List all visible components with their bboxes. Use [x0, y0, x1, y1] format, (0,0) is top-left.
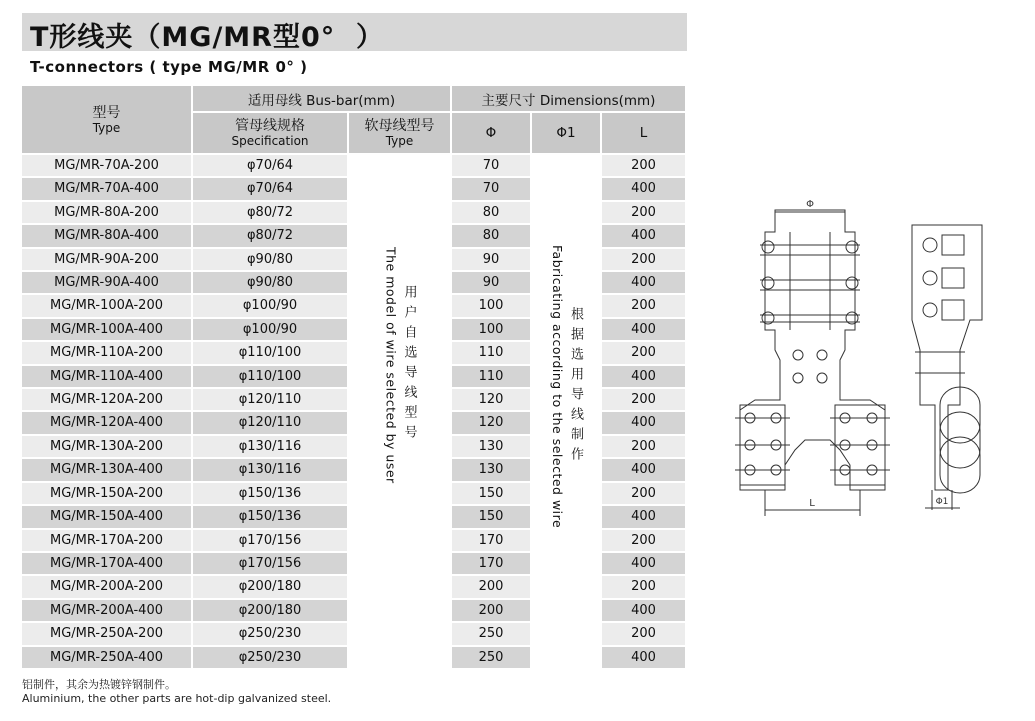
cell-L: 400 [602, 459, 687, 482]
cell-type: MG/MR-70A-400 [22, 178, 193, 201]
note-zh: 铝制件，其余为热镀锌钢制件。 [22, 678, 176, 691]
cell-type: MG/MR-110A-400 [22, 366, 193, 389]
cell-spec: φ150/136 [193, 506, 349, 529]
cell-type: MG/MR-130A-200 [22, 436, 193, 459]
cell-type: MG/MR-250A-200 [22, 623, 193, 646]
cell-L: 200 [602, 342, 687, 365]
cell-type: MG/MR-200A-400 [22, 600, 193, 623]
cell-spec: φ200/180 [193, 576, 349, 599]
header-busbar: 适用母线 Bus-bar(mm) [193, 86, 452, 113]
soft-note-en: The model of wire selected by user [383, 247, 399, 484]
cell-spec: φ100/90 [193, 319, 349, 342]
header-phi1: Φ1 [532, 113, 602, 155]
cell-spec: φ200/180 [193, 600, 349, 623]
cell-L: 200 [602, 483, 687, 506]
cell-L: 200 [602, 530, 687, 553]
cell-phi: 110 [452, 342, 532, 365]
cell-phi: 100 [452, 319, 532, 342]
cell-spec: φ250/230 [193, 623, 349, 646]
cell-phi: 100 [452, 295, 532, 318]
header-dimensions: 主要尺寸 Dimensions(mm) [452, 86, 687, 113]
cell-spec: φ150/136 [193, 483, 349, 506]
cell-phi: 130 [452, 436, 532, 459]
cell-phi: 150 [452, 483, 532, 506]
cell-type: MG/MR-100A-200 [22, 295, 193, 318]
header-spec-zh: 管母线规格 [235, 118, 305, 134]
cell-type: MG/MR-90A-200 [22, 249, 193, 272]
cell-L: 200 [602, 436, 687, 459]
cell-L: 400 [602, 506, 687, 529]
table-body [22, 155, 687, 670]
cell-spec: φ100/90 [193, 295, 349, 318]
cell-L: 400 [602, 412, 687, 435]
cell-type: MG/MR-170A-400 [22, 553, 193, 576]
cell-spec: φ80/72 [193, 225, 349, 248]
cell-phi: 170 [452, 553, 532, 576]
cell-L: 400 [602, 600, 687, 623]
cell-L: 200 [602, 155, 687, 178]
cell-L: 200 [602, 249, 687, 272]
cell-spec: φ250/230 [193, 647, 349, 670]
cell-spec: φ110/100 [193, 342, 349, 365]
cell-phi: 80 [452, 225, 532, 248]
cell-spec: φ170/156 [193, 530, 349, 553]
cell-phi: 70 [452, 155, 532, 178]
phi1-note-en: Fabricating according to the selected wire [550, 245, 565, 529]
header-type-en: Type [92, 120, 121, 135]
cell-L: 200 [602, 295, 687, 318]
soft-note-zh: 用户自选导线型号 [401, 285, 417, 446]
cell-type: MG/MR-250A-400 [22, 647, 193, 670]
cell-phi: 130 [452, 459, 532, 482]
cell-spec: φ90/80 [193, 272, 349, 295]
header-soft-zh: 软母线型号 [364, 118, 435, 134]
cell-phi: 80 [452, 202, 532, 225]
cell-type: MG/MR-120A-200 [22, 389, 193, 412]
cell-L: 400 [602, 647, 687, 670]
drawing-phi1-label: Φ1 [935, 497, 949, 507]
cell-phi: 200 [452, 576, 532, 599]
cell-phi: 70 [452, 178, 532, 201]
cell-type: MG/MR-90A-400 [22, 272, 193, 295]
cell-L: 400 [602, 272, 687, 295]
spec-table [22, 86, 687, 670]
cell-spec: φ110/100 [193, 366, 349, 389]
header-L: L [602, 113, 687, 155]
cell-L: 400 [602, 366, 687, 389]
cell-type: MG/MR-100A-400 [22, 319, 193, 342]
cell-phi: 250 [452, 623, 532, 646]
cell-type: MG/MR-120A-400 [22, 412, 193, 435]
cell-L: 400 [602, 553, 687, 576]
cell-type: MG/MR-80A-400 [22, 225, 193, 248]
title-bar [22, 13, 687, 51]
header-spec-en: Specification [231, 134, 309, 148]
connector-drawing [720, 190, 1020, 530]
header-spec [193, 113, 349, 155]
cell-spec: φ130/116 [193, 459, 349, 482]
cell-type: MG/MR-130A-400 [22, 459, 193, 482]
cell-type: MG/MR-170A-200 [22, 530, 193, 553]
cell-type: MG/MR-150A-400 [22, 506, 193, 529]
cell-spec: φ90/80 [193, 249, 349, 272]
cell-phi: 200 [452, 600, 532, 623]
note-en: Aluminium, the other parts are hot-dip galvanized steel. [22, 692, 332, 705]
cell-L: 400 [602, 225, 687, 248]
cell-phi: 110 [452, 366, 532, 389]
cell-type: MG/MR-70A-200 [22, 155, 193, 178]
table-row [22, 155, 687, 178]
cell-phi: 170 [452, 530, 532, 553]
cell-L: 200 [602, 623, 687, 646]
cell-spec: φ120/110 [193, 389, 349, 412]
header-soft-bus [349, 113, 452, 155]
cell-phi: 90 [452, 272, 532, 295]
cell-L: 400 [602, 178, 687, 201]
cell-type: MG/MR-110A-200 [22, 342, 193, 365]
page-title: T形线夹（MG/MR型0° ） [30, 22, 385, 53]
drawing-L-label: L [809, 498, 815, 509]
drawing-phi-label: Φ [806, 199, 814, 210]
cell-spec: φ130/116 [193, 436, 349, 459]
header-phi: Φ [452, 113, 532, 155]
cell-spec: φ170/156 [193, 553, 349, 576]
cell-phi: 120 [452, 412, 532, 435]
cell-phi: 150 [452, 506, 532, 529]
header-type-zh: 型号 [92, 104, 121, 121]
cell-type: MG/MR-200A-200 [22, 576, 193, 599]
cell-L: 400 [602, 319, 687, 342]
cell-L: 200 [602, 389, 687, 412]
cell-phi: 120 [452, 389, 532, 412]
cell-phi: 250 [452, 647, 532, 670]
phi1-note-zh: 根据选用导线制作 [568, 306, 583, 467]
cell-spec: φ70/64 [193, 178, 349, 201]
cell-L: 200 [602, 576, 687, 599]
page-subtitle: T-connectors ( type MG/MR 0° ) [30, 58, 308, 76]
header-soft-en: Type [385, 134, 414, 148]
cell-type: MG/MR-150A-200 [22, 483, 193, 506]
cell-spec: φ120/110 [193, 412, 349, 435]
cell-soft-bus-note [349, 155, 452, 670]
cell-phi1-note [532, 155, 602, 670]
cell-type: MG/MR-80A-200 [22, 202, 193, 225]
cell-spec: φ80/72 [193, 202, 349, 225]
cell-phi: 90 [452, 249, 532, 272]
cell-spec: φ70/64 [193, 155, 349, 178]
cell-L: 200 [602, 202, 687, 225]
header-type [22, 86, 193, 155]
